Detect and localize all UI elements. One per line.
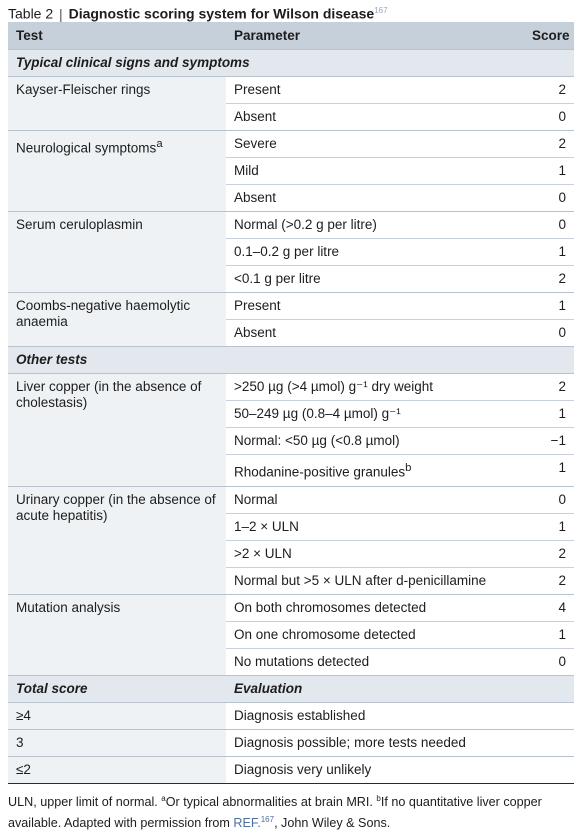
- scoring-table: [8, 22, 574, 784]
- table-row: [8, 293, 574, 320]
- parameter-label: Normal but >5 × ULN after d-penicillamine: [234, 572, 487, 588]
- test-cell: [8, 486, 226, 594]
- parameter-cell: [226, 621, 524, 648]
- parameter-label: Rhodanine-positive granules: [234, 464, 406, 480]
- parameter-cell: [226, 104, 524, 131]
- parameter-label: Severe: [234, 136, 277, 151]
- parameter-label: Normal: <50 µg (<0.8 µmol): [234, 433, 400, 448]
- parameter-label: Normal: [234, 491, 278, 507]
- section-label: Other tests: [8, 347, 574, 374]
- parameter-cell: [226, 239, 524, 266]
- parameter-label: On one chromosome detected: [234, 626, 416, 642]
- test-label: Mutation analysis: [16, 599, 121, 615]
- caption-prefix: Table 2: [8, 5, 54, 22]
- total-score-cell: ≥4: [8, 702, 226, 729]
- parameter-label: 50–249 µg (0.8–4 µmol) g⁻¹: [234, 406, 401, 421]
- parameter-cell: [226, 212, 524, 239]
- score-cell: 4: [524, 594, 574, 621]
- table-row: [8, 77, 574, 104]
- header-test: Test: [8, 22, 226, 50]
- parameter-cell: [226, 486, 524, 513]
- score-cell: 1: [524, 455, 574, 487]
- parameter-cell: [226, 428, 524, 455]
- score-cell: 2: [524, 540, 574, 567]
- section-label: Typical clinical signs and symptoms: [8, 50, 574, 77]
- parameter-cell: [226, 320, 524, 347]
- parameter-cell: [226, 401, 524, 428]
- parameter-cell: [226, 185, 524, 212]
- parameter-label: >2 × ULN: [234, 545, 292, 561]
- section-header-row: [8, 50, 574, 77]
- evaluation-cell: Diagnosis established: [226, 702, 574, 729]
- evaluation-header-row: [8, 675, 574, 702]
- evaluation-row: [8, 756, 574, 783]
- footnote-marker: b: [405, 462, 412, 474]
- score-cell: 0: [524, 104, 574, 131]
- parameter-label: Absent: [234, 109, 277, 124]
- table-footnote: [8, 784, 574, 832]
- score-cell: 1: [524, 621, 574, 648]
- footnote-marker-a: a: [161, 793, 166, 803]
- test-label: Kayser-Fleischer rings: [16, 82, 151, 97]
- footnote-ref-link[interactable]: REF.: [233, 815, 261, 830]
- parameter-label: Absent: [234, 325, 277, 340]
- table-row: [8, 594, 574, 621]
- total-score-cell: ≤2: [8, 756, 226, 783]
- parameter-cell: [226, 648, 524, 675]
- caption-reference[interactable]: 167: [374, 6, 388, 15]
- test-cell: [8, 594, 226, 675]
- evaluation-row: [8, 702, 574, 729]
- score-cell: 0: [524, 486, 574, 513]
- header-row: [8, 22, 574, 50]
- footnote-marker: a: [156, 138, 163, 150]
- total-score-cell: 3: [8, 729, 226, 756]
- parameter-label: <0.1 g per litre: [234, 271, 321, 286]
- header-score: Score: [524, 22, 574, 50]
- parameter-label: 1–2 × ULN: [234, 518, 299, 534]
- test-label: Urinary copper (in the absence of acute hepatitis): [16, 491, 216, 523]
- caption-separator: |: [59, 5, 63, 22]
- evaluation-column-label: Evaluation: [226, 675, 574, 702]
- footnote-text-1: ULN, upper limit of normal.: [8, 794, 162, 809]
- parameter-cell: [226, 594, 524, 621]
- parameter-label: 0.1–0.2 g per litre: [234, 244, 340, 259]
- parameter-cell: [226, 293, 524, 320]
- score-cell: 0: [524, 648, 574, 675]
- parameter-label: Normal (>0.2 g per litre): [234, 217, 377, 232]
- score-cell: 2: [524, 374, 574, 401]
- test-cell: [8, 77, 226, 131]
- parameter-label: Mild: [234, 163, 259, 178]
- footnote-text-4: , John Wiley & Sons.: [274, 815, 391, 830]
- score-cell: 1: [524, 293, 574, 320]
- score-cell: 1: [524, 513, 574, 540]
- evaluation-cell: Diagnosis possible; more tests needed: [226, 729, 574, 756]
- test-cell: [8, 131, 226, 212]
- parameter-cell: [226, 567, 524, 594]
- test-cell: [8, 212, 226, 293]
- caption-title: Diagnostic scoring system for Wilson disease: [68, 5, 375, 22]
- score-cell: 0: [524, 212, 574, 239]
- parameter-label: No mutations detected: [234, 653, 370, 669]
- table-row: [8, 212, 574, 239]
- score-cell: 2: [524, 77, 574, 104]
- table-row: [8, 486, 574, 513]
- footnote-ref-number[interactable]: 167: [260, 814, 275, 824]
- footnote-text-3: If no quantitative liver copper available. Adapted with permission from: [8, 794, 542, 830]
- evaluation-cell: Diagnosis very unlikely: [226, 756, 574, 783]
- parameter-label: Absent: [234, 190, 277, 205]
- parameter-cell: [226, 540, 524, 567]
- score-cell: 1: [524, 401, 574, 428]
- parameter-cell: [226, 158, 524, 185]
- test-label: Serum ceruloplasmin: [16, 217, 143, 232]
- table-caption: [8, 0, 574, 22]
- test-label: Coombs-negative haemolytic anaemia: [16, 298, 191, 329]
- parameter-cell: [226, 374, 524, 401]
- score-cell: 2: [524, 567, 574, 594]
- parameter-cell: [226, 77, 524, 104]
- evaluation-row: [8, 729, 574, 756]
- parameter-cell: [226, 131, 524, 158]
- score-cell: 1: [524, 158, 574, 185]
- parameter-label: >250 µg (>4 µmol) g⁻¹ dry weight: [234, 379, 434, 394]
- score-cell: 0: [524, 320, 574, 347]
- score-cell: 2: [524, 131, 574, 158]
- parameter-cell: [226, 455, 524, 487]
- header-parameter: Parameter: [226, 22, 524, 50]
- score-cell: 0: [524, 185, 574, 212]
- score-cell: 2: [524, 266, 574, 293]
- score-cell: −1: [524, 428, 574, 455]
- section-header-row: [8, 347, 574, 374]
- parameter-label: On both chromosomes detected: [234, 599, 427, 615]
- footnote-text-2: Or typical abnormalities at brain MRI.: [165, 794, 377, 809]
- table-row: [8, 374, 574, 401]
- test-label: Liver copper (in the absence of cholestasis): [16, 379, 202, 410]
- table-body: [8, 50, 574, 784]
- test-cell: [8, 374, 226, 487]
- test-label: Neurological symptoms: [16, 140, 157, 156]
- table-row: [8, 131, 574, 158]
- parameter-cell: [226, 513, 524, 540]
- evaluation-section-label: Total score: [8, 675, 226, 702]
- test-cell: [8, 293, 226, 347]
- parameter-label: Present: [234, 82, 281, 97]
- parameter-label: Present: [234, 298, 281, 313]
- footnote-marker-b: b: [376, 793, 381, 803]
- parameter-cell: [226, 266, 524, 293]
- score-cell: 1: [524, 239, 574, 266]
